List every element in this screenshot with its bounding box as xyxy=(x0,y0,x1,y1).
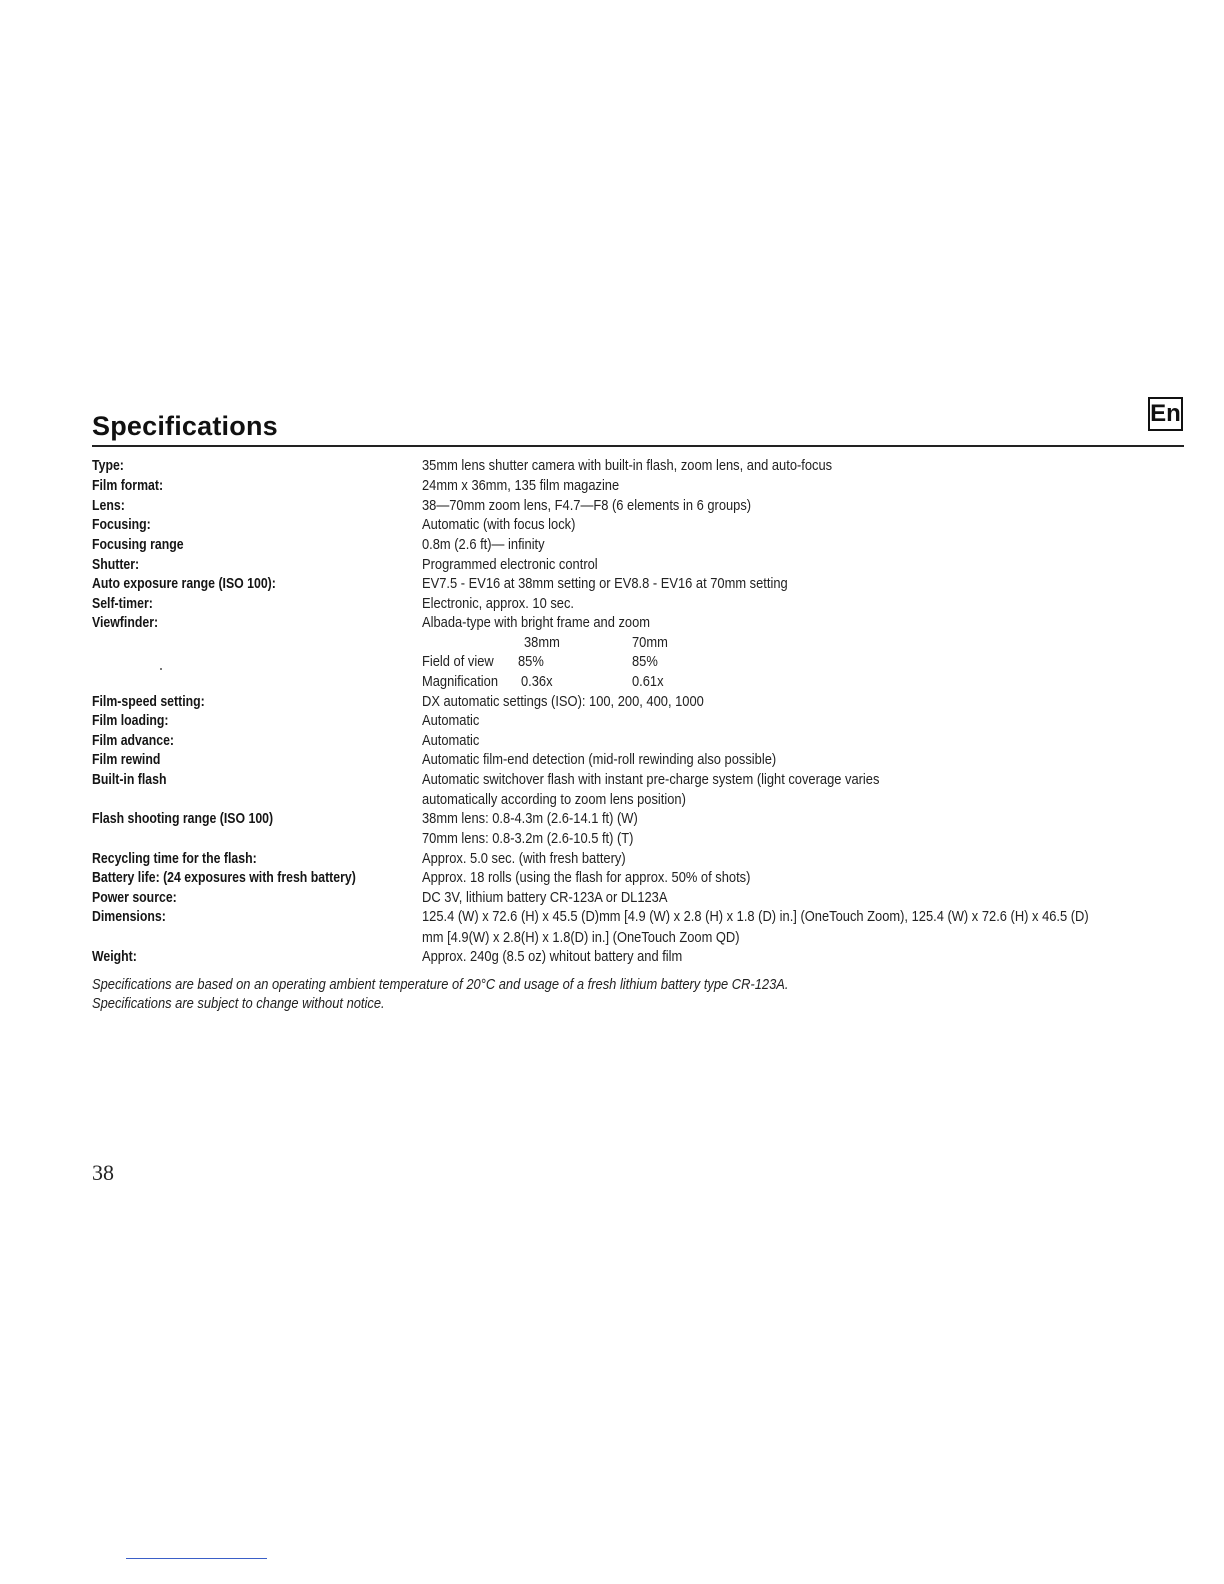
spec-label: Battery life: (24 exposures with fresh battery) xyxy=(92,869,356,886)
spec-label: Built-in flash xyxy=(92,771,167,788)
viewfinder-row-label: Magnification xyxy=(422,673,499,690)
spec-value-continuation: automatically according to zoom lens position) xyxy=(422,791,686,808)
spec-value: Automatic film-end detection (mid-roll rewinding also possible) xyxy=(422,751,777,768)
spec-row-film-speed xyxy=(0,692,1224,712)
spec-row-film-rewind xyxy=(0,750,1224,770)
spec-value: Electronic, approx. 10 sec. xyxy=(422,595,575,612)
spec-row-viewfinder xyxy=(0,613,1224,633)
viewfinder-cell: 0.36x xyxy=(521,673,553,690)
spec-value: Automatic xyxy=(422,712,480,729)
spec-value: 38mm lens: 0.8-4.3m (2.6-14.1 ft) (W) xyxy=(422,810,638,827)
spec-label: Self-timer: xyxy=(92,595,153,612)
spec-value: Approx. 18 rolls (using the flash for approx. 50% of shots) xyxy=(422,869,751,886)
spec-label: Shutter: xyxy=(92,556,140,573)
page-number: 38 xyxy=(92,1160,114,1185)
spec-value: 24mm x 36mm, 135 film magazine xyxy=(422,477,620,494)
scan-speck xyxy=(160,668,162,670)
spec-row-focusing-range xyxy=(0,535,1224,555)
spec-row-film-advance xyxy=(0,731,1224,751)
spec-label: Dimensions: xyxy=(92,908,166,925)
spec-label: Recycling time for the flash: xyxy=(92,850,257,867)
spec-row-power-source xyxy=(0,888,1224,908)
page-title: Specifications xyxy=(92,411,278,441)
spec-value-continuation: mm [4.9(W) x 2.8(H) x 1.8(D) in.] (OneTouch Zoom QD) xyxy=(422,929,740,946)
spec-row-auto-exposure xyxy=(0,574,1224,594)
spec-value: 0.8m (2.6 ft)— infinity xyxy=(422,536,545,553)
spec-row-lens xyxy=(0,496,1224,516)
spec-row-type xyxy=(0,456,1224,476)
viewfinder-header-70mm: 70mm xyxy=(632,634,668,651)
viewfinder-cell: 85% xyxy=(632,653,658,670)
spec-label: Film loading: xyxy=(92,712,169,729)
viewfinder-cell: 0.61x xyxy=(632,673,664,690)
viewfinder-cell: 85% xyxy=(518,653,544,670)
spec-value: Automatic xyxy=(422,732,480,749)
viewfinder-header-38mm: 38mm xyxy=(524,634,560,651)
spec-row-self-timer xyxy=(0,594,1224,614)
spec-label: Viewfinder: xyxy=(92,614,159,631)
spec-value: 38—70mm zoom lens, F4.7—F8 (6 elements in 6 groups) xyxy=(422,497,752,514)
spec-row-focusing xyxy=(0,515,1224,535)
spec-label: Power source: xyxy=(92,889,177,906)
spec-row-dimensions xyxy=(0,907,1224,927)
spec-label: Weight: xyxy=(92,948,137,965)
footer-rule xyxy=(126,1558,267,1559)
spec-value: EV7.5 - EV16 at 38mm setting or EV8.8 - EV16 at 70mm setting xyxy=(422,575,788,592)
spec-value: 35mm lens shutter camera with built-in flash, zoom lens, and auto-focus xyxy=(422,457,833,474)
title-divider xyxy=(92,445,1184,447)
spec-value: Automatic switchover flash with instant pre-charge system (light coverage varies xyxy=(422,771,880,788)
language-badge: En xyxy=(1148,397,1183,431)
spec-row-recycling-time xyxy=(0,849,1224,869)
spec-value: 125.4 (W) x 72.6 (H) x 45.5 (D)mm [4.9 (W) x 2.8 (H) x 1.8 (D) in.] (OneTouch Zoom), 125.4 (W) x 72.6 (H) x 46.5 (D) xyxy=(422,908,1089,925)
spec-label: Film rewind xyxy=(92,751,161,768)
spec-row-flash-range xyxy=(0,809,1224,829)
spec-row-film-format xyxy=(0,476,1224,496)
spec-label: Lens: xyxy=(92,497,125,514)
spec-label: Film-speed setting: xyxy=(92,693,205,710)
spec-value: Programmed electronic control xyxy=(422,556,598,573)
spec-value: DX automatic settings (ISO): 100, 200, 400, 1000 xyxy=(422,693,704,710)
spec-label: Type: xyxy=(92,457,124,474)
viewfinder-row-label: Field of view xyxy=(422,653,494,670)
spec-value: Automatic (with focus lock) xyxy=(422,516,576,533)
spec-value: DC 3V, lithium battery CR-123A or DL123A xyxy=(422,889,668,906)
spec-label: Focusing: xyxy=(92,516,151,533)
spec-value-continuation: 70mm lens: 0.8-3.2m (2.6-10.5 ft) (T) xyxy=(422,830,634,847)
spec-label: Auto exposure range (ISO 100): xyxy=(92,575,276,592)
spec-label: Focusing range xyxy=(92,536,184,553)
footnote: Specifications are based on an operating ambient temperature of 20°C and usage of a fresh lithium battery type CR-123A. xyxy=(92,976,789,993)
spec-label: Film format: xyxy=(92,477,164,494)
spec-row-shutter xyxy=(0,555,1224,575)
footnote: Specifications are subject to change without notice. xyxy=(92,995,385,1012)
spec-row-film-loading xyxy=(0,711,1224,731)
spec-label: Flash shooting range (ISO 100) xyxy=(92,810,274,827)
spec-value: Approx. 240g (8.5 oz) whitout battery and film xyxy=(422,948,683,965)
spec-row-built-in-flash xyxy=(0,770,1224,790)
spec-value: Albada-type with bright frame and zoom xyxy=(422,614,651,631)
spec-row-battery-life xyxy=(0,868,1224,888)
spec-row-weight xyxy=(0,947,1224,967)
spec-label: Film advance: xyxy=(92,732,175,749)
spec-value: Approx. 5.0 sec. (with fresh battery) xyxy=(422,850,626,867)
